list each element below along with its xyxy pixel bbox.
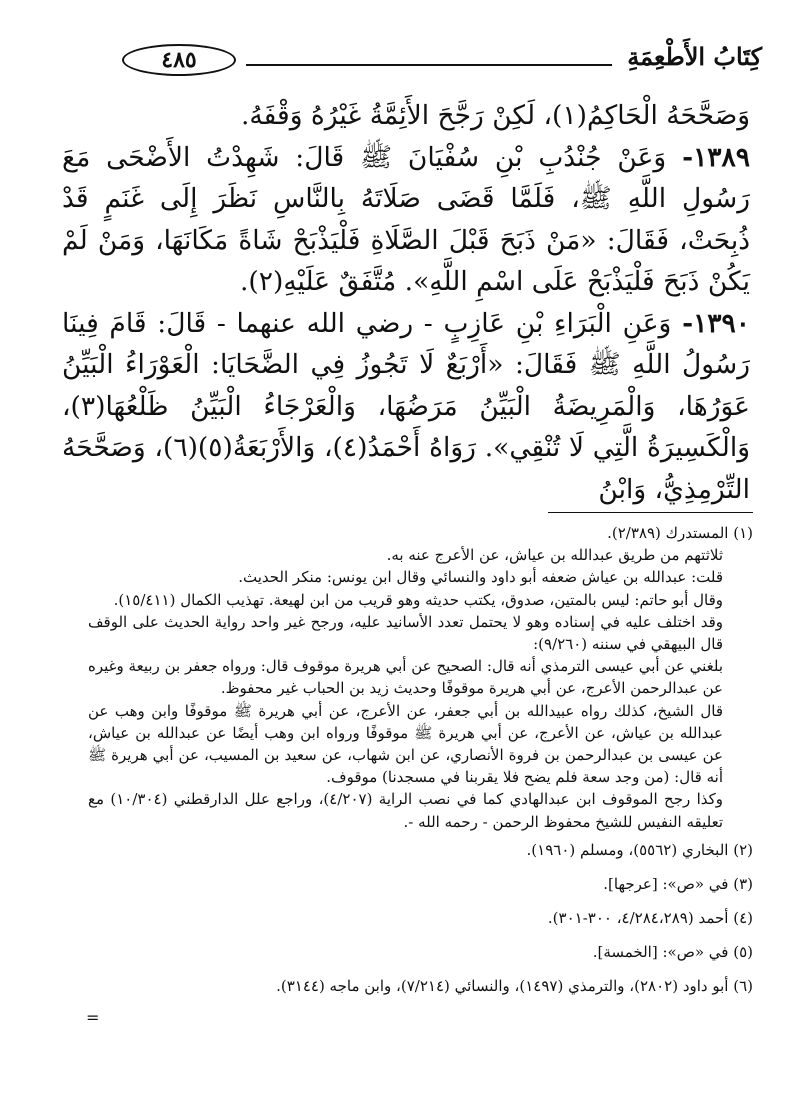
- footnote-1-line: وقد اختلف عليه في إسناده وهو لا يحتمل تعدد الأسانيد عليه، ورجح غير واحد رواية الحديث على الوقف قال البيهقي في سننه (٩/٢٦٠):: [88, 612, 724, 654]
- hadith-1390: [62, 303, 750, 511]
- footnote-list: [88, 833, 753, 1003]
- footnote-1-body: [88, 544, 753, 833]
- footnote-1-head: (١) المستدرك (٢/٣٨٩).: [607, 524, 753, 542]
- margin-mark: =: [86, 1008, 100, 1027]
- footnote-1-line: بلغني عن أبي عيسى الترمذي أنه قال: الصحيح عن أبي هريرة موقوف قال: ورواه جعفر بن ربيعة وغيره عن عبدالرحمن الأعرج، عن أبي هريرة موقوفًا وحديث زيد بن الحباب غير محفوظ.: [88, 657, 723, 698]
- page-number: ٤٨٥: [122, 44, 236, 76]
- footnote-1-line: وكذا رجح الموقوف ابن عبدالهادي كما في نصب الراية (٤/٢٠٧)، وراجع علل الدارقطني (١٠/٣٠٤) مع تعليقه النفيس للشيخ محفوظ الرحمن - رحمه الله -.: [88, 790, 724, 831]
- footnote-3: (٣) في «ص»: [عرجها].: [603, 874, 753, 893]
- footnotes: [88, 522, 753, 1003]
- hadith-text: وَعَنْ جُنْدُبِ بْنِ سُفْيَانَ ﷺ قَالَ: شَهِدْتُ الأَضْحَى مَعَ رَسُولِ اللَّهِ ﷺ، فَلَمَّا قَضَى صَلَاتَهُ بِالنَّاسِ نَظَرَ إِلَى غَنَمٍ قَدْ ذُبِحَتْ، فَقَالَ: «مَنْ ذَبَحَ قَبْلَ الصَّلَاةِ فَلْيَذْبَحْ شَاةً مَكَانَهَا، وَمَنْ لَمْ يَكُنْ ذَبَحَ فَلْيَذْبَحْ عَلَى اسْمِ اللَّهِ». مُتَّفَقٌ عَلَيْهِ(٢).: [62, 141, 750, 297]
- footnote-5: (٥) في «ص»: [الخمسة].: [592, 942, 753, 961]
- hadith-number: ١٣٩٠-: [682, 307, 750, 339]
- page-header: [122, 38, 762, 86]
- hadith-1389: [62, 137, 750, 303]
- hadith-number: ١٣٨٩-: [682, 141, 750, 173]
- footnote-1-line: وقال أبو حاتم: ليس بالمتين، صدوق، يكتب حديثه وهو قريب من ابن لهيعة. تهذيب الكمال (١٥/٤١١).: [113, 590, 723, 609]
- footnote-6: (٦) أبو داود (٢٨٠٢)، والترمذي (١٤٩٧)، والنسائي (٧/٢١٤)، وابن ماجه (٣١٤٤).: [276, 976, 753, 995]
- header-rule: [246, 64, 612, 66]
- footnote-4: (٤) أحمد (٤/٢٨٤،٢٨٩، ٣٠٠-٣٠١).: [547, 908, 753, 927]
- footnote-1-line: ثلاثتهم من طريق عبدالله بن عياش، عن الأعرج عنه به.: [386, 546, 723, 565]
- main-text: [62, 95, 750, 510]
- continuation-paragraph: وَصَحَّحَهُ الْحَاكِمُ(١)، لَكِنْ رَجَّحَ الأَئِمَّةُ غَيْرُهُ وَقْفَهُ.: [240, 100, 750, 131]
- footnote-1-line: قلت: عبدالله بن عياش ضعفه أبو داود والنسائي وقال ابن يونس: منكر الحديث.: [238, 568, 723, 587]
- footnote-1-line: قال الشيخ، كذلك رواه عبيدالله بن أبي جعفر، عن الأعرج، عن أبي هريرة ﷺ موقوفًا وابن وهب عن عبدالله بن عياش، عن الأعرج، عن أبي هريرة ﷺ موقوفًا ورواه ابن وهب أيضًا عن عبدالله بن عياش، عن عيسى بن عبدالرحمن بن فروة الأنصاري، عن ابن شهاب، عن سعيد بن المسيب، عن أبي هريرة ﷺ أنه قال: (من وجد سعة فلم يضح فلا يقربنا في مسجدنا) موقوف.: [88, 701, 723, 787]
- footnote-separator: [548, 512, 753, 513]
- book-title: كِتَابُ الأَطْعِمَةِ: [627, 42, 762, 71]
- footnote-2: (٢) البخاري (٥٥٦٢)، ومسلم (١٩٦٠).: [526, 840, 753, 859]
- hadith-text: وَعَنِ الْبَرَاءِ بْنِ عَازِبٍ - رضي الله عنهما - قَالَ: قَامَ فِينَا رَسُولُ اللَّهِ ﷺ فَقَالَ: «أَرْبَعٌ لَا تَجُوزُ فِي الضَّحَايَا: الْعَوْرَاءُ الْبَيِّنُ عَوَرُهَا، وَالْمَرِيضَةُ الْبَيِّنُ مَرَضُهَا، وَالْعَرْجَاءُ الْبَيِّنُ ظَلْعُهَا(٣)، وَالْكَسِيرَةُ الَّتِي لَا تُنْقِي». رَوَاهُ أَحْمَدُ(٤)، وَالأَرْبَعَةُ(٥)(٦)، وَصَحَّحَهُ التِّرْمِذِيُّ، وَابْنُ: [62, 307, 750, 505]
